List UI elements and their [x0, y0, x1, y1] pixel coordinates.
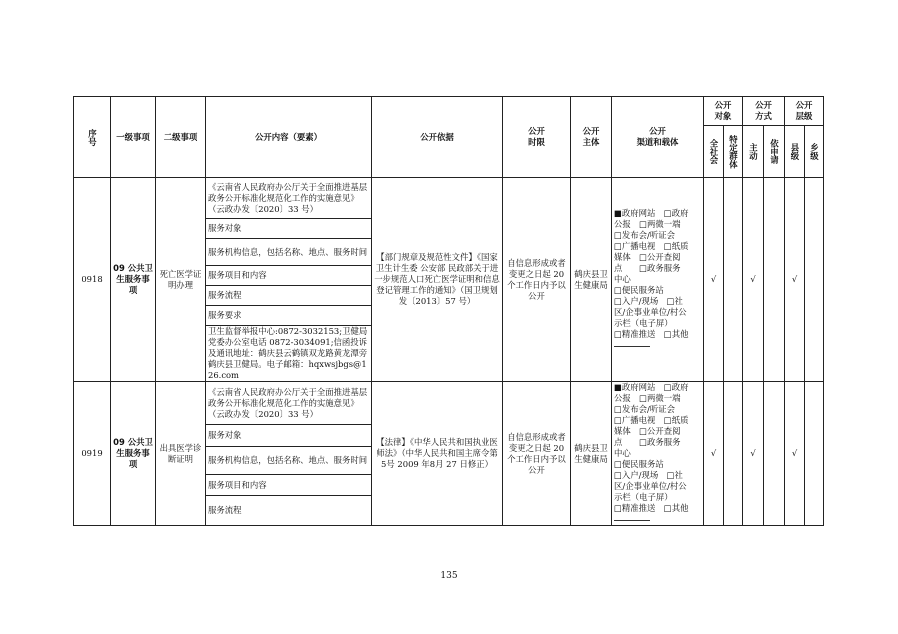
check-level-town — [805, 382, 824, 526]
header-object: 公开 对象 — [704, 97, 743, 126]
content-item: 服务机构信息，包括名称、地点、服务时间 — [206, 446, 372, 475]
header-level-county: 县级 — [785, 126, 805, 178]
header-level: 公开 层级 — [785, 97, 824, 126]
row-time-limit: 自信息形成或者变更之日起 20 个工作日内予以公开 — [503, 382, 571, 526]
table-row — [74, 382, 824, 425]
content-item: 服务流程 — [206, 286, 372, 306]
header-object-all: 全社会 — [704, 126, 724, 178]
content-item: 服务对象 — [206, 219, 372, 239]
check-method-active: √ — [743, 178, 764, 382]
row-level1: 09 公共卫生服务事项 — [111, 382, 156, 526]
check-method-apply — [764, 178, 785, 382]
row-level2: 死亡医学证明办理 — [156, 178, 206, 382]
underline — [614, 519, 650, 521]
check-object-all: √ — [704, 382, 724, 526]
header-method: 公开 方式 — [743, 97, 785, 126]
check-object-all: √ — [704, 178, 724, 382]
header-method-apply: 依申请 — [764, 126, 785, 178]
header-level-town: 乡级 — [805, 126, 824, 178]
table-row — [74, 178, 824, 219]
content-item: 服务对象 — [206, 425, 372, 446]
header-level1: 一级事项 — [111, 97, 156, 178]
header-content: 公开内容（要素） — [206, 97, 372, 178]
content-item: 服务要求 — [206, 306, 372, 326]
header-level2: 二级事项 — [156, 97, 206, 178]
row-seq: 0918 — [74, 178, 111, 382]
content-item: 服务项目和内容 — [206, 266, 372, 286]
header-seq: 序号 — [74, 97, 111, 178]
content-item: 服务项目和内容 — [206, 475, 372, 496]
check-level-county: √ — [785, 382, 805, 526]
row-basis: 【法律】《中华人民共和国执业医师法》（中华人民共和国主席令第5号 2009 年8月 27 日修正） — [372, 382, 503, 526]
row-subject: 鹤庆县卫生健康局 — [571, 178, 612, 382]
row-time-limit: 自信息形成或者变更之日起 20 个工作日内予以公开 — [503, 178, 571, 382]
content-item: 卫生监督举报中心:0872-3032153;卫健局党委办公室电话 0872-3034091;信函投诉及通讯地址：鹤庆县云鹤镇双龙路黄龙潭旁鹤庆县卫健局。电子邮箱：hqxwsjbgs@126.com — [206, 326, 372, 382]
underline — [614, 345, 650, 347]
header-time-limit: 公开 时限 — [503, 97, 571, 178]
check-method-apply — [764, 382, 785, 526]
check-level-town — [805, 178, 824, 382]
header-basis: 公开依据 — [372, 97, 503, 178]
content-item: 《云南省人民政府办公厅关于全面推进基层政务公开标准化规范化工作的实施意见》（云政办发〔2020〕33 号） — [206, 178, 372, 219]
header-object-group: 特定群体 — [724, 126, 743, 178]
header-row-top — [74, 97, 824, 126]
row-seq: 0919 — [74, 382, 111, 526]
check-method-active: √ — [743, 382, 764, 526]
row-level1: 09 公共卫生服务事项 — [111, 178, 156, 382]
row-level2: 出具医学诊断证明 — [156, 382, 206, 526]
header-subject: 公开 主体 — [571, 97, 612, 178]
disclosure-table — [73, 96, 824, 526]
check-object-group — [724, 178, 743, 382]
content-item: 服务流程 — [206, 496, 372, 526]
row-basis: 【部门规章及规范性文件】《国家卫生计生委 公安部 民政部关于进一步规范人口死亡医学证明和信息登记管理工作的通知》（国卫规划发〔2013〕57 号） — [372, 178, 503, 382]
check-level-county: √ — [785, 178, 805, 382]
row-channels: ■政府网站 □政府 公报 □两微一端 □发布会/听证会 □广播电视 □纸质 媒体 □公开查阅 点 □政务服务 中心 □便民服务站 □入户/现场 □社 区/企事业单位/村公 示栏（电子屏） □精准推送 □其他 — [612, 178, 704, 382]
page-number: 135 — [440, 571, 458, 581]
header-channel: 公开 渠道和载体 — [612, 97, 704, 178]
header-method-active: 主动 — [743, 126, 764, 178]
row-subject: 鹤庆县卫生健康局 — [571, 382, 612, 526]
content-item: 《云南省人民政府办公厅关于全面推进基层政务公开标准化规范化工作的实施意见》（云政办发〔2020〕33 号） — [206, 382, 372, 425]
row-channels: ■政府网站 □政府 公报 □两微一端 □发布会/听证会 □广播电视 □纸质 媒体 □公开查阅 点 □政务服务 中心 □便民服务站 □入户/现场 □社 区/企事业单位/村公 示栏（电子屏） □精准推送 □其他 — [612, 382, 704, 526]
check-object-group — [724, 382, 743, 526]
content-item: 服务机构信息，包括名称、地点、服务时间 — [206, 239, 372, 266]
